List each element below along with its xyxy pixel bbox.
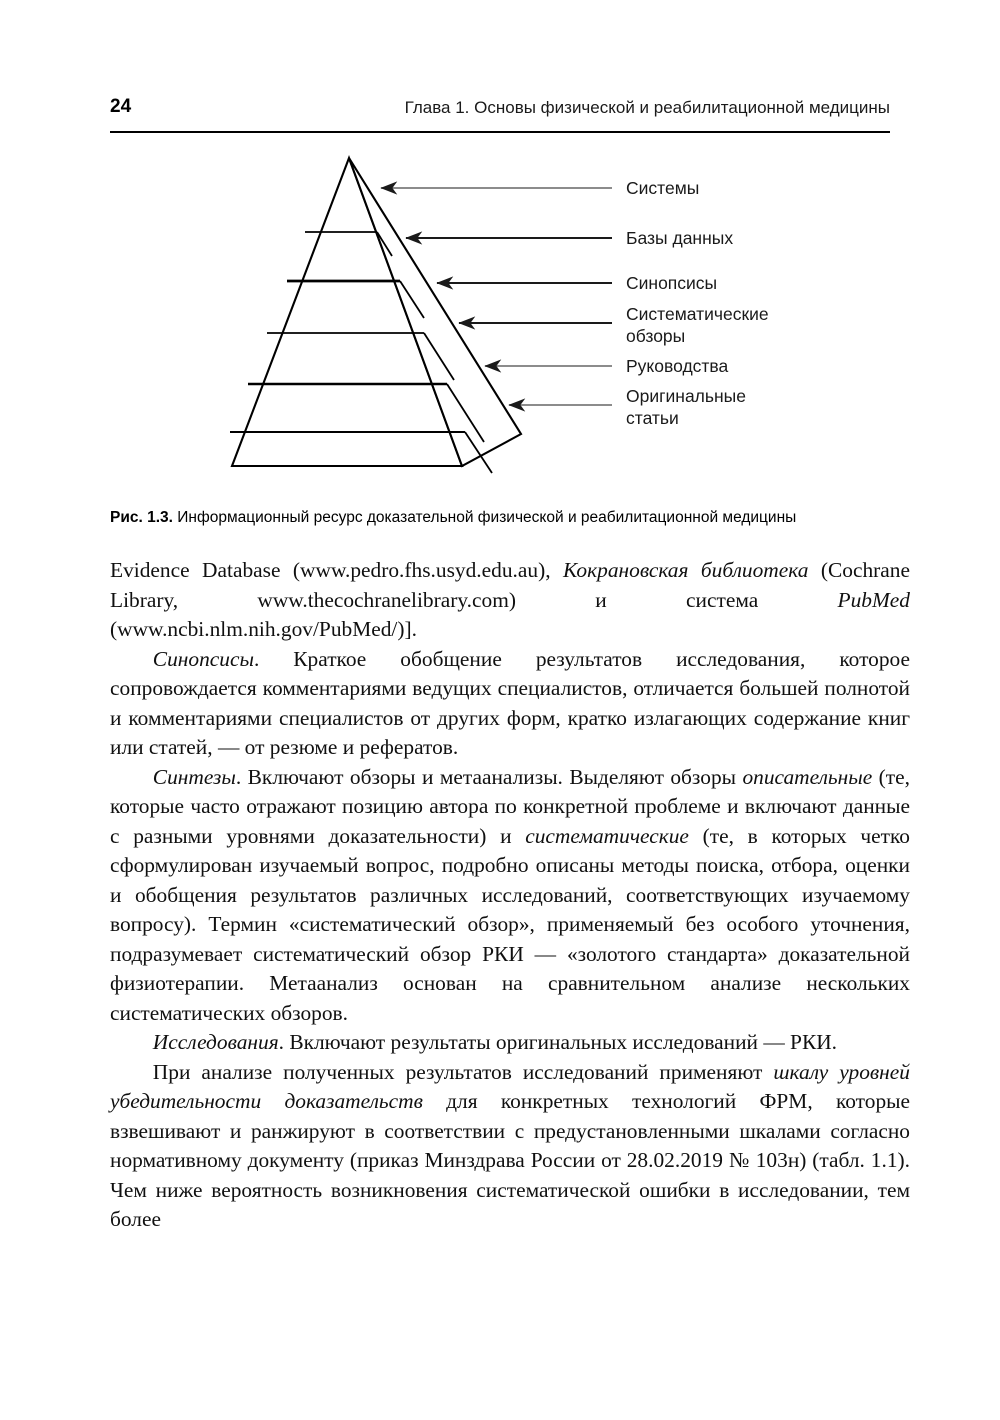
pyramid-label-1: Системы	[626, 178, 700, 198]
running-head	[110, 96, 890, 130]
page-number: 24	[110, 96, 132, 117]
figure-pyramid-diagram	[0, 140, 1000, 490]
paragraph-2	[110, 645, 910, 763]
p3-segment-plain-2: (те, которые часто отражают позицию автора по конкретной проблеме и включают данные с разными уровнями доказательности) и	[110, 764, 910, 848]
body-text-column	[110, 556, 910, 1235]
paragraph-5	[110, 1058, 910, 1235]
figure-caption-number: Рис. 1.3.	[110, 509, 173, 526]
p1-segment-plain-1: Evidence Database (www.pedro.fhs.usyd.edu.au),	[110, 558, 564, 582]
p5-segment-plain-1: При анализе полученных результатов исследований применяют	[152, 1059, 774, 1084]
header-divider-rule	[110, 131, 890, 133]
p3-segment-plain-3: (те, в которых четко сформулирован изучаемый вопрос, подробно описаны методы поиска, отбора, оценки и обобщения результатов различных исследований, соответствующих изучаемому вопросу). Термин «систематический обзор», применяемый без особого уточнения, подразумевает систематический обзор РКИ — «золотого стандарта» доказательной физиотерапии. Метаанализ основан на сравнительном анализе нескольких систематических обзоров.	[110, 823, 910, 1025]
pyramid-label-4-line1: Систематические	[626, 304, 769, 324]
p1-segment-italic-2: PubMed	[837, 587, 910, 612]
p3-segment-italic-3: систематические	[525, 823, 689, 848]
pyramid-labels	[626, 178, 769, 428]
p5-segment-plain-2: для конкретных технологий ФРМ, которые взвешивают и ранжируют в соответствии с предустановленными шкалами согласно нормативному документу (приказ Минздрава России от 28.02.2019 № 103н) (табл. 1.1). Чем ниже вероятность возникновения систематической ошибки в исследовании, тем более	[110, 1089, 911, 1231]
p1-segment-italic-1: Кокрановская библиотека	[563, 558, 809, 582]
p3-segment-italic-1: Синтезы	[152, 764, 236, 789]
pyramid-label-2: Базы данных	[626, 228, 734, 248]
p4-segment-plain-1: . Включают результаты оригинальных исследований — РКИ.	[278, 1030, 838, 1054]
p2-segment-plain-1: . Краткое обобщение результатов исследования, которое сопровождается комментариями ведущих специалистов, отличается большей полнотой и комментариями специалистов от других форм, кратко излагающих содержание книг или статей, — от резюме и рефератов.	[110, 646, 910, 759]
chapter-title: Глава 1. Основы физической и реабилитационной медицины	[404, 98, 890, 117]
pyramid-label-5: Руководства	[626, 356, 729, 376]
pyramid-label-3: Синопсисы	[626, 273, 718, 293]
pyramid-label-4-line2: обзоры	[626, 326, 686, 346]
paragraph-1	[110, 556, 910, 645]
p1-segment-plain-2: (Cochrane Library, www.thecochranelibrary.com) и система	[110, 558, 910, 612]
pyramid-label-6-line2: статьи	[626, 408, 679, 428]
p3-segment-plain-1: . Включают обзоры и метаанализы. Выделяют обзоры	[235, 764, 743, 789]
figure-caption-text: Информационный ресурс доказательной физической и реабилитационной медицины	[172, 509, 797, 526]
pyramid-svg	[0, 140, 1000, 490]
p5-segment-italic-1: шкалу уровней убедительности доказательств	[110, 1059, 910, 1113]
p1-segment-plain-3: (www.ncbi.nlm.nih.gov/PubMed/)].	[110, 617, 417, 641]
p4-segment-italic-1: Исследования	[152, 1030, 279, 1054]
p3-segment-italic-2: описательные	[742, 764, 873, 789]
paragraph-3	[110, 763, 910, 1029]
p2-segment-italic-1: Синопсисы	[152, 646, 254, 671]
pyramid-label-6-line1: Оригинальные	[626, 386, 746, 406]
figure-caption	[110, 508, 910, 528]
paragraph-4	[110, 1028, 910, 1058]
